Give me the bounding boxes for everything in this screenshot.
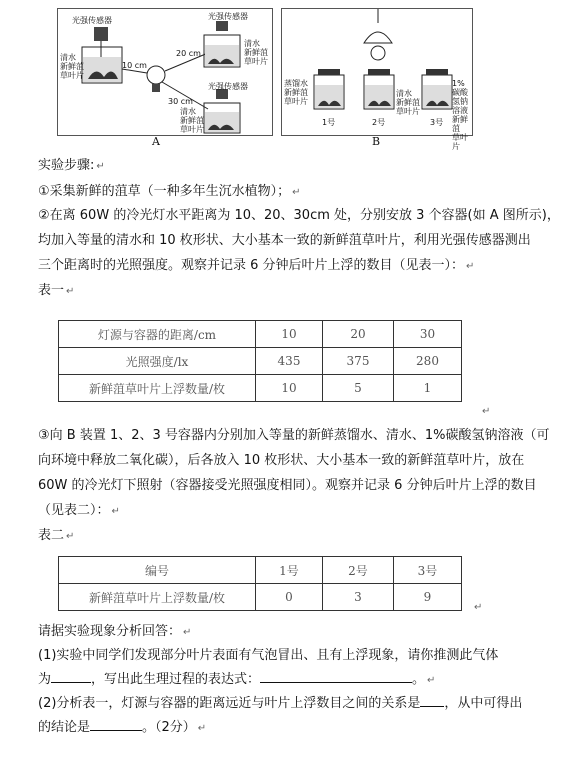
table-cell: 2号 (323, 557, 394, 584)
paragraph-mark: ↵ (474, 602, 483, 613)
jar-3-labels: 1%碳酸 氢钠溶液 新鲜菹 草叶片 (452, 79, 468, 151)
table-cell: 280 (394, 348, 462, 375)
table-2 (58, 556, 462, 611)
table-cell: 新鲜菹草叶片上浮数量/枚 (59, 375, 256, 402)
table-row (59, 375, 462, 402)
table-cell: 新鲜菹草叶片上浮数量/枚 (59, 584, 256, 611)
jar-2-number: 2号 (372, 118, 386, 127)
jar-2 (364, 69, 394, 109)
table-2-label: 表二 ↵ (38, 528, 75, 543)
jar-1 (314, 69, 344, 109)
table-cell: 0 (256, 584, 323, 611)
table-cell: 1 (394, 375, 462, 402)
figure-a (57, 8, 273, 136)
right-bottom-labels: 清水 新鲜菹 草叶片 (180, 107, 204, 134)
figure-b (281, 8, 473, 151)
figure-a-drawing (58, 9, 272, 135)
answer-blank[interactable] (420, 706, 444, 707)
steps-heading: 实验步骤: ↵ (38, 158, 105, 173)
left-sensor (94, 27, 108, 41)
step-3-line-2: 向环境中释放二氧化碳），后各放入 10 枚形状、大小基本一致的新鲜菹草叶片，放在 (38, 453, 525, 468)
lamp-bulb-icon (371, 46, 385, 60)
step-2-line-2: 均加入等量的清水和 10 枚形状、大小基本一致的新鲜菹草叶片，利用光强传感器测出 (38, 233, 531, 248)
table-cell: 10 (256, 321, 323, 348)
question-2-line-2: 的结论是 。（2分） ↵ (38, 720, 207, 735)
paragraph-mark: ↵ (482, 406, 491, 417)
figure-b-caption: B (372, 135, 381, 148)
jar-1-number: 1号 (322, 118, 336, 127)
step-3-line-4: （见表二）： ↵ (38, 503, 120, 518)
table-cell: 9 (394, 584, 462, 611)
question-2-line-1: (2)分析表一，灯源与容器的距离远近与叶片上浮数目之间的关系是 ，从中可得出 (38, 696, 523, 711)
figure-a-caption: A (152, 135, 160, 148)
step-3-line-3: 60W 的冷光灯下照射（容器接受光照强度相同）。观察并记录 6 分钟后叶片上浮的数目 (38, 478, 537, 493)
step-3-line-1: ③向 B 装置 1、2、3 号容器内分别加入等量的新鲜蒸馏水、清水、1%碳酸氢钠溶液（可 (38, 428, 550, 443)
sensor-label-2: 光强传感器 (208, 12, 248, 21)
table-cell: 435 (256, 348, 323, 375)
table-cell: 编号 (59, 557, 256, 584)
answer-blank[interactable] (260, 682, 412, 683)
sensor-label-3: 光强传感器 (208, 82, 248, 91)
jar-2-labels: 清水 新鲜菹 草叶片 (396, 89, 420, 116)
step-2-line-3: 三个距离时的光照强度。观察并记录 6 分钟后叶片上浮的数目（见表一）： ↵ (38, 258, 475, 273)
distance-20: 20 cm (176, 49, 201, 58)
table-cell: 20 (323, 321, 394, 348)
table-cell: 3号 (394, 557, 462, 584)
distance-10: 10 cm (122, 61, 147, 70)
step-2-line-1: ②在离 60W 的冷光灯水平距离为 10、20、30cm 处，分别安放 3 个容器(如 A 图所示)， (38, 208, 560, 223)
answer-blank[interactable] (90, 730, 142, 731)
step-1: ①采集新鲜的菹草（一种多年生沉水植物）； ↵ (38, 184, 301, 199)
table-cell: 5 (323, 375, 394, 402)
answer-blank[interactable] (51, 682, 91, 683)
table-1 (58, 320, 462, 402)
table-row (59, 584, 462, 611)
table-cell: 30 (394, 321, 462, 348)
left-beaker-labels: 清水 新鲜菹 草叶片 (60, 53, 84, 80)
answer-heading: 请据实验现象分析回答： ↵ (38, 624, 192, 639)
light-bulb-icon (147, 66, 165, 84)
table-1-label: 表一 ↵ (38, 283, 75, 298)
question-1-line-1: (1)实验中同学们发现部分叶片表面有气泡冒出、且有上浮现象，请你推测此气体 (38, 648, 499, 663)
lamp-shade-icon (364, 32, 392, 43)
table-cell: 375 (323, 348, 394, 375)
table-cell: 灯源与容器的距离/cm (59, 321, 256, 348)
jar-3-number: 3号 (430, 118, 444, 127)
jar-1-labels: 蒸馏水 新鲜菹 草叶片 (284, 79, 308, 106)
table-cell: 3 (323, 584, 394, 611)
table-row (59, 557, 462, 584)
table-row (59, 348, 462, 375)
right-top-labels: 清水 新鲜菹 草叶片 (244, 39, 268, 66)
table-cell: 光照强度/lx (59, 348, 256, 375)
table-cell: 10 (256, 375, 323, 402)
distance-30: 30 cm (168, 97, 193, 106)
sensor-label-1: 光强传感器 (72, 16, 112, 25)
jar-3 (422, 69, 452, 109)
question-1-line-2: 为 ，写出此生理过程的表达式： 。 ↵ (38, 672, 436, 687)
table-cell: 1号 (256, 557, 323, 584)
table-row (59, 321, 462, 348)
